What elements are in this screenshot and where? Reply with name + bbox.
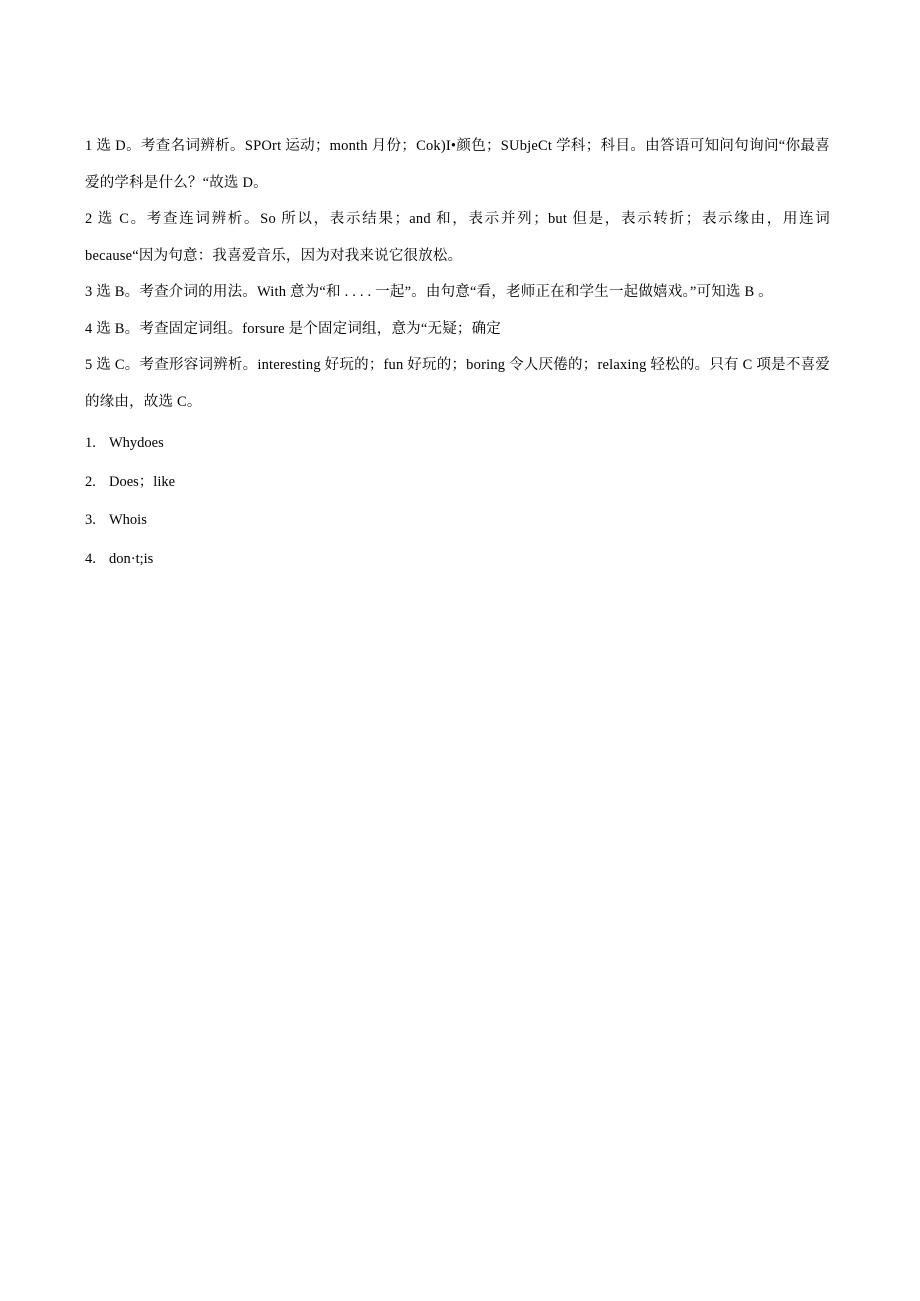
explanation-2: 2 选 C。考查连词辨析。So 所以，表示结果；and 和，表示并列；but 但是，表示转折；表示缘由，用连词 because“因为句意：我喜爱音乐，因为对我来说它很放松。 <box>85 211 830 264</box>
document-page <box>85 128 830 586</box>
answer-number: 3. <box>85 512 96 528</box>
list-item <box>85 509 830 548</box>
explanation-4: 4 选 B。考查固定词组。forsure 是个固定词组，意为“无疑；确定 <box>85 320 501 337</box>
list-item <box>85 548 830 587</box>
explanation-5: 5 选 C。考查形容词辨析。interesting 好玩的；fun 好玩的；boring 令人厌倦的；relaxing 轻松的。只有 C 项是不喜爱的缘由，故选 C。 <box>85 357 830 410</box>
answer-text: don·t;is <box>109 550 154 567</box>
answer-text: Whydoes <box>109 435 164 451</box>
answer-number: 2. <box>85 473 96 490</box>
answers-list <box>85 432 830 586</box>
explanation-3: 3 选 B。考查介词的用法。With 意为“和 . . . . 一起”。由句意“看，老师正在和学生一起做嬉戏。”可知选 B 。 <box>85 284 773 300</box>
list-item <box>85 432 830 471</box>
explanations-section <box>85 128 830 420</box>
answer-text: Does；like <box>109 473 176 490</box>
answer-number: 4. <box>85 550 96 567</box>
explanation-1: 1 选 D。考查名词辨析。SPOrt 运动；month 月份；Cok)I•颜色；SUbjeCt 学科；科目。由答语可知问句询问“你最喜爱的学科是什么？“故选 D。 <box>85 138 830 191</box>
list-item <box>85 471 830 510</box>
answer-text: Whois <box>109 512 147 528</box>
answer-number: 1. <box>85 435 96 451</box>
